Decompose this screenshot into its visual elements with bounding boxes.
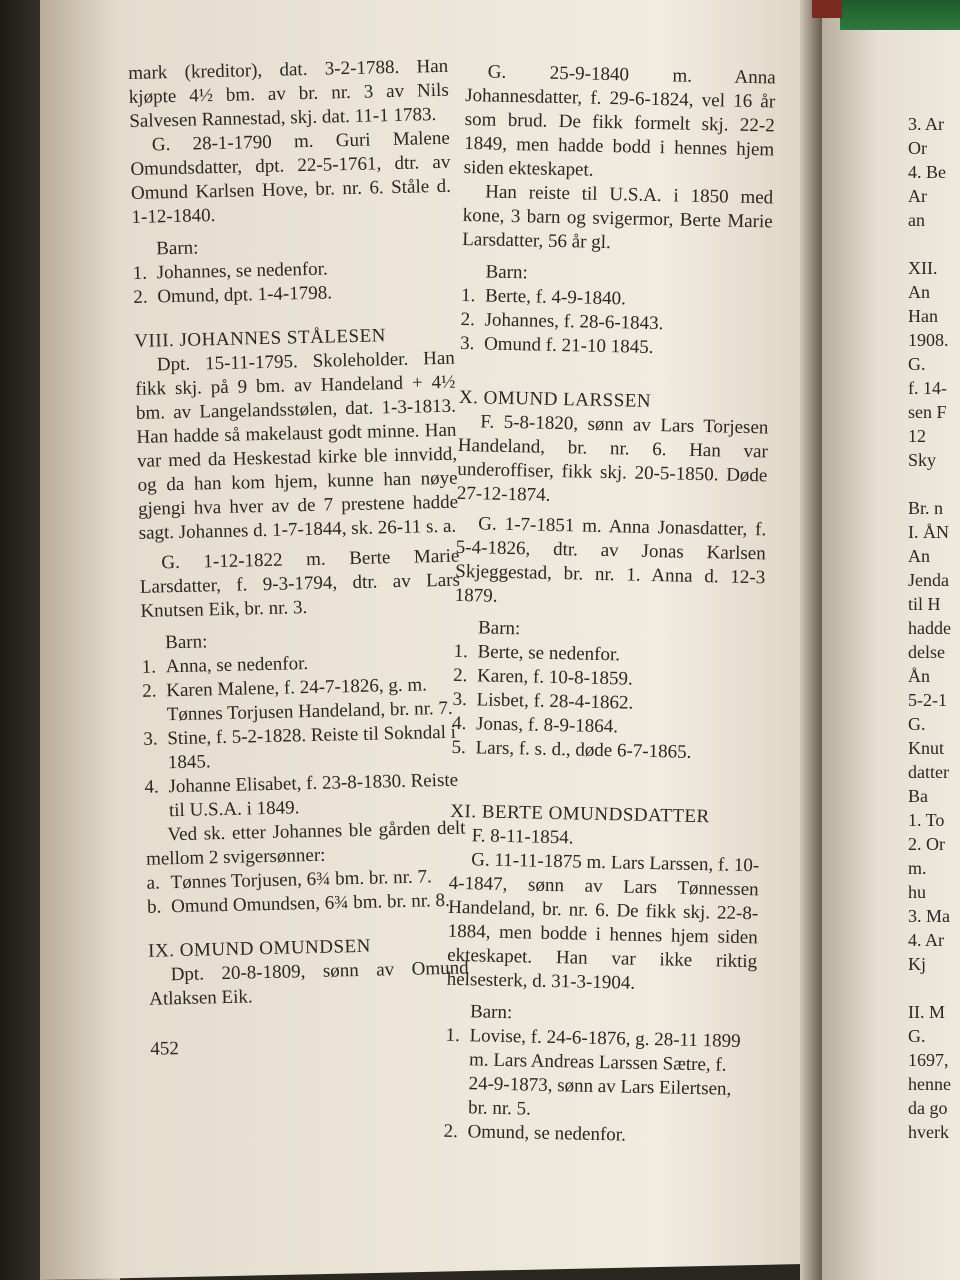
list-item [143,721,464,776]
background-green-cloth [840,0,960,30]
paragraph: G. 25-9-1840 m. Anna Johannesdatter, f. 29-6-1824, vel 16 år som brud. De fikk formelt skj. 22-2 1849, men hadde bodd i hennes hjem siden ekteskapet. [463,61,776,181]
item-text: Karen, f. 10-8-1859. [476,665,633,690]
fragment-line: Han [908,306,938,326]
fragment-line: til H [908,594,941,614]
item-number: 3. [459,332,475,355]
children-list [141,649,465,824]
item-text: Johannes, f. 28-6-1843. [484,309,664,335]
item-number: b. [146,896,162,918]
fragment-line: G. [908,1026,926,1046]
fragment-line: hadde [908,618,951,638]
paragraph: Ved sk. etter Johannes ble gården delt mellom 2 svigersønner: [145,817,466,870]
fragment-line: sen F [908,402,947,422]
fragment-line: Ar [908,186,927,206]
item-number: 3. [452,688,468,711]
fragment-line: Or [908,138,927,158]
fragment-line: 12 [908,426,926,446]
fragment-line: f. 14- [908,378,947,398]
item-number: 4. [144,776,159,798]
item-text: Karen Malene, f. 24-7-1826, g. m. Tønnes Torjusen Handeland, br. nr. 7. [166,674,453,726]
children-label: Barn: [477,617,521,640]
item-text: Tønnes Torjusen, 6¾ bm. br. nr. 7. [170,866,432,894]
list-item [460,332,770,362]
item-text: Berte, f. 4-9-1840. [484,285,627,310]
item-number: 2. [142,680,157,702]
fragment-line: henne [908,1074,951,1094]
page-number: 452 [150,1038,180,1060]
paragraph: Dpt. 15-11-1795. Skoleholder. Han fikk skj. på 9 bm. av Handeland + 4½ bm. av Langelandsstølen, dat. 1-3-1813. Han hadde så makelaust godt minne. Han var med da Heskestad kirke ble innvidd, og da han kom hjem, kunne han nøye gjengi hva hver av de 7 prestene hadde sagt. Johannes d. 1-7-1844, sk. 26-11 s. a. [135,347,459,544]
list-item [144,769,465,824]
fragment-line: 3. Ma [908,906,950,926]
item-number: 5. [451,736,467,759]
left-text-column [128,55,471,1081]
fragment-line: 2. Or [908,834,945,854]
fragment-line: Br. n [908,498,944,518]
fragment-line: Knut [908,738,944,758]
fragment-line: An [908,282,930,302]
item-number: 2. [443,1120,459,1143]
book-cover-edge [812,0,842,18]
fragment-line: da go [908,1098,948,1118]
paragraph: G. 28-1-1790 m. Guri Malene Omundsdatter, dpt. 22-5-1761, dtr. av Omund Karlsen Hove, br. nr. 6. Ståle d. 1-12-1840. [130,127,452,228]
item-number: 3. [143,728,158,750]
fragment-line: delse [908,642,945,662]
item-text: Johanne Elisabet, f. 23-8-1830. Reiste til U.S.A. i 1849. [168,769,459,822]
item-text: Lisbet, f. 28-4-1862. [476,689,634,714]
paragraph: G. 1-12-1822 m. Berte Marie Larsdatter, f. 9-3-1794, dtr. av Lars Knutsen Eik, br. nr. 3. [139,545,461,622]
fragment-line: m. [908,858,927,878]
children-label: Barn: [164,631,208,654]
children-list [451,640,763,766]
children-label: Barn: [485,261,528,284]
item-number: 1. [460,284,476,307]
paragraph: F. 5-8-1820, sønn av Lars Torjesen Handeland, br. nr. 6. Han var underoffiser, fikk skj. 20-5-1850. Døde 27-12-1874. [456,411,769,506]
list-item [444,1024,756,1126]
fragment-line: I. ÅN [908,522,949,542]
fragment-line: 3. Ar [908,114,944,134]
fragment-line: Ån [908,666,930,686]
fragment-line: 1908. [908,330,949,350]
fragment-line: G. [908,354,926,374]
children-list [133,255,454,310]
split-list [146,865,467,920]
fragment-line [908,232,960,256]
item-number: 2. [452,664,468,687]
item-number: a. [146,872,161,894]
item-text: Omund Omundsen, 6¾ bm. br. nr. 8. [170,889,451,918]
item-text: Lovise, f. 24-6-1876, g. 28-11 1899 m. Lars Andreas Larssen Sætre, f. 24-9-1873, sønn av Lars Eilertsen, br. nr. 5. [467,1025,741,1120]
children-label: Barn: [156,237,199,260]
paragraph: mark (kreditor), dat. 3-2-1788. Han kjøpte 4½ bm. av br. nr. 3 av Nils Salvesen Rannestad, skj. dat. 11-1 1783. [128,55,449,132]
fragment-line: G. [908,714,926,734]
fragment-line [908,976,960,1000]
section-heading: VIII. JOHANNES STÅLESEN [134,325,387,352]
middle-text-column [443,60,776,1150]
fragment-line: Jenda [908,570,949,590]
children-list [460,284,771,362]
paragraph: Dpt. 20-8-1809, sønn av Omund Atlaksen Eik. [149,957,469,1010]
fragment-line: hu [908,882,926,902]
item-text: Omund, se nedenfor. [467,1121,627,1146]
item-text: Lars, f. s. d., døde 6-7-1865. [475,737,692,763]
fragment-line: an [908,210,925,230]
item-text: Anna, se nedenfor. [165,653,309,678]
list-item [142,673,463,728]
item-number: 1. [453,640,469,663]
section-heading: X. OMUND LARSSEN [458,386,652,412]
fragment-line: hverk [908,1122,949,1142]
fragment-line: 5-2-1 [908,690,947,710]
item-number: 4. [451,712,467,735]
fragment-line: 4. Ar [908,930,944,950]
item-text: Stine, f. 5-2-1828. Reiste til Sokndal i 1845. [167,721,457,774]
list-item [451,736,761,766]
fragment-line: 4. Be [908,162,946,182]
children-list [443,1024,755,1150]
next-page-text-fragments [908,112,960,1144]
fragment-line: 1. To [908,810,945,830]
item-text: Omund, dpt. 1-4-1798. [157,282,333,308]
item-number: 1. [132,262,148,284]
fragment-line: Ba [908,786,928,806]
paragraph: G. 11-11-1875 m. Lars Larssen, f. 10-4-1847, sønn av Lars Tønnessen Handeland, br. nr. 6. De fikk skj. 22-8-1884, men bodde i hennes hjem siden ekteskapet. Han var ikke riktig helsesterk, d. 31-3-1904. [446,849,760,994]
fragment-line: An [908,546,930,566]
paragraph: G. 1-7-1851 m. Anna Jonasdatter, f. 5-4-1826, dtr. av Jonas Karlsen Skjeggestad, br. nr. 1. Anna d. 12-3 1879. [454,513,767,607]
paragraph: Han reiste til U.S.A. i 1850 med kone, 3 barn og svigermor, Berte Marie Larsdatter, 56 år gl. [462,181,774,254]
section-heading: IX. OMUND OMUNDSEN [147,935,372,962]
fragment-line: 1697, [908,1050,949,1070]
paragraph: F. 8-11-1854. [471,825,574,849]
item-number: 2. [460,308,476,331]
fragment-line [908,472,960,496]
item-number: 1. [141,656,157,678]
fragment-line: XII. [908,258,938,278]
fragment-line: II. M [908,1002,945,1022]
fragment-line: Sky [908,450,937,470]
item-text: Omund f. 21-10 1845. [483,333,654,358]
children-label: Barn: [469,1001,513,1024]
item-number: 2. [133,286,148,308]
item-text: Johannes, se nedenfor. [156,258,328,284]
item-text: Jonas, f. 8-9-1864. [475,713,619,738]
fragment-line: Kj [908,954,926,974]
item-text: Berte, se nedenfor. [477,641,621,666]
item-number: 1. [445,1024,461,1047]
fragment-line: datter [908,762,949,782]
section-heading: XI. BERTE OMUNDSDATTER [450,800,710,828]
